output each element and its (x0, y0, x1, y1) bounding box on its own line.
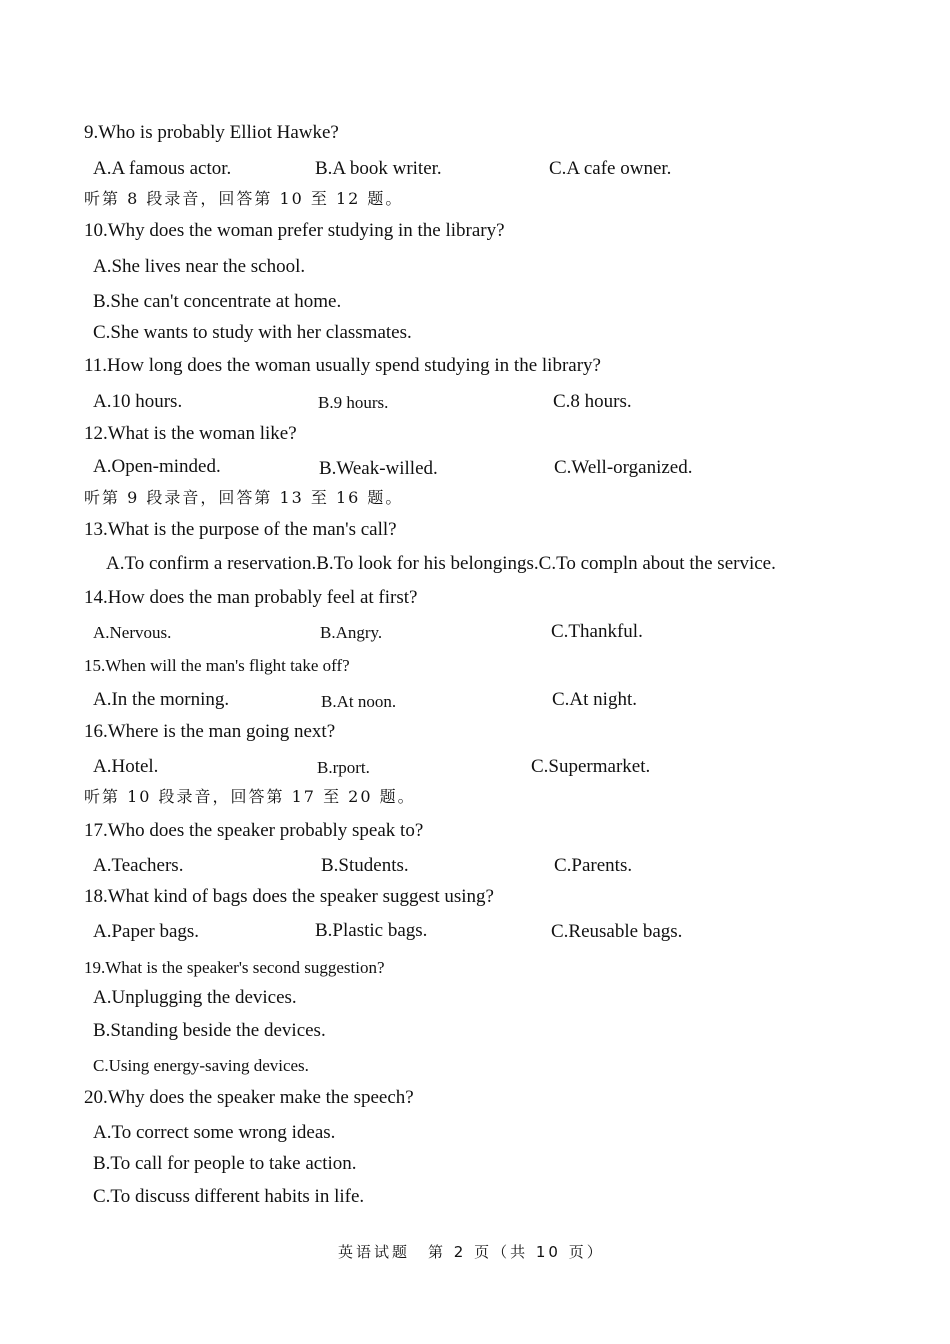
page-footer: 英语试题 第 2 页（共 10 页） (338, 1243, 605, 1261)
q16-option-c: C.Supermarket. (531, 756, 651, 777)
section-10-instruction: 听第 10 段录音，回答第 17 至 20 题。 (84, 787, 416, 806)
question-17: 17.Who does the speaker probably speak to? (84, 820, 424, 841)
q17-option-c: C.Parents. (554, 855, 633, 876)
question-11: 11.How long does the woman usually spend studying in the library? (84, 355, 601, 376)
q18-option-c: C.Reusable bags. (551, 921, 683, 942)
q13-options: A.To confirm a reservation.B.To look for his belongings.C.To compln about the service. (106, 553, 776, 574)
question-10: 10.Why does the woman prefer studying in the library? (84, 220, 505, 241)
q14-option-c: C.Thankful. (551, 621, 643, 642)
q20-option-a: A.To correct some wrong ideas. (93, 1122, 336, 1143)
q19-option-c: C.Using energy-saving devices. (93, 1056, 309, 1075)
section-9-instruction: 听第 9 段录音，回答第 13 至 16 题。 (84, 488, 404, 507)
q12-option-a: A.Open-minded. (93, 456, 221, 477)
q10-option-b: B.She can't concentrate at home. (93, 291, 342, 312)
q9-option-c: C.A cafe owner. (549, 158, 672, 179)
q10-option-c: C.She wants to study with her classmates. (93, 322, 412, 343)
question-14: 14.How does the man probably feel at first? (84, 587, 418, 608)
question-15: 15.When will the man's flight take off? (84, 656, 350, 675)
question-18: 18.What kind of bags does the speaker suggest using? (84, 886, 494, 907)
q9-option-a: A.A famous actor. (93, 158, 232, 179)
question-9: 9.Who is probably Elliot Hawke? (84, 122, 339, 143)
q9-option-b: B.A book writer. (315, 158, 442, 179)
q16-option-b: B.rport. (317, 758, 370, 777)
question-19: 19.What is the speaker's second suggestion? (84, 958, 385, 977)
q10-option-a: A.She lives near the school. (93, 256, 306, 277)
question-20: 20.Why does the speaker make the speech? (84, 1087, 414, 1108)
q19-option-a: A.Unplugging the devices. (93, 987, 297, 1008)
q20-option-c: C.To discuss different habits in life. (93, 1186, 365, 1207)
q14-option-b: B.Angry. (320, 623, 383, 642)
q11-option-b: B.9 hours. (318, 393, 389, 412)
question-16: 16.Where is the man going next? (84, 721, 336, 742)
q12-option-b: B.Weak-willed. (319, 458, 438, 479)
q17-option-b: B.Students. (321, 855, 409, 876)
q19-option-b: B.Standing beside the devices. (93, 1020, 326, 1041)
q18-option-b: B.Plastic bags. (315, 920, 428, 941)
section-8-instruction: 听第 8 段录音，回答第 10 至 12 题。 (84, 189, 404, 208)
q18-option-a: A.Paper bags. (93, 921, 200, 942)
question-13: 13.What is the purpose of the man's call? (84, 519, 397, 540)
q16-option-a: A.Hotel. (93, 756, 159, 777)
q15-option-b: B.At noon. (321, 692, 397, 711)
q12-option-c: C.Well-organized. (554, 457, 693, 478)
q17-option-a: A.Teachers. (93, 855, 184, 876)
q11-option-a: A.10 hours. (93, 391, 183, 412)
q20-option-b: B.To call for people to take action. (93, 1153, 357, 1174)
q15-option-a: A.In the morning. (93, 689, 230, 710)
q14-option-a: A.Nervous. (93, 623, 172, 642)
question-12: 12.What is the woman like? (84, 423, 297, 444)
q11-option-c: C.8 hours. (553, 391, 632, 412)
q15-option-c: C.At night. (552, 689, 637, 710)
